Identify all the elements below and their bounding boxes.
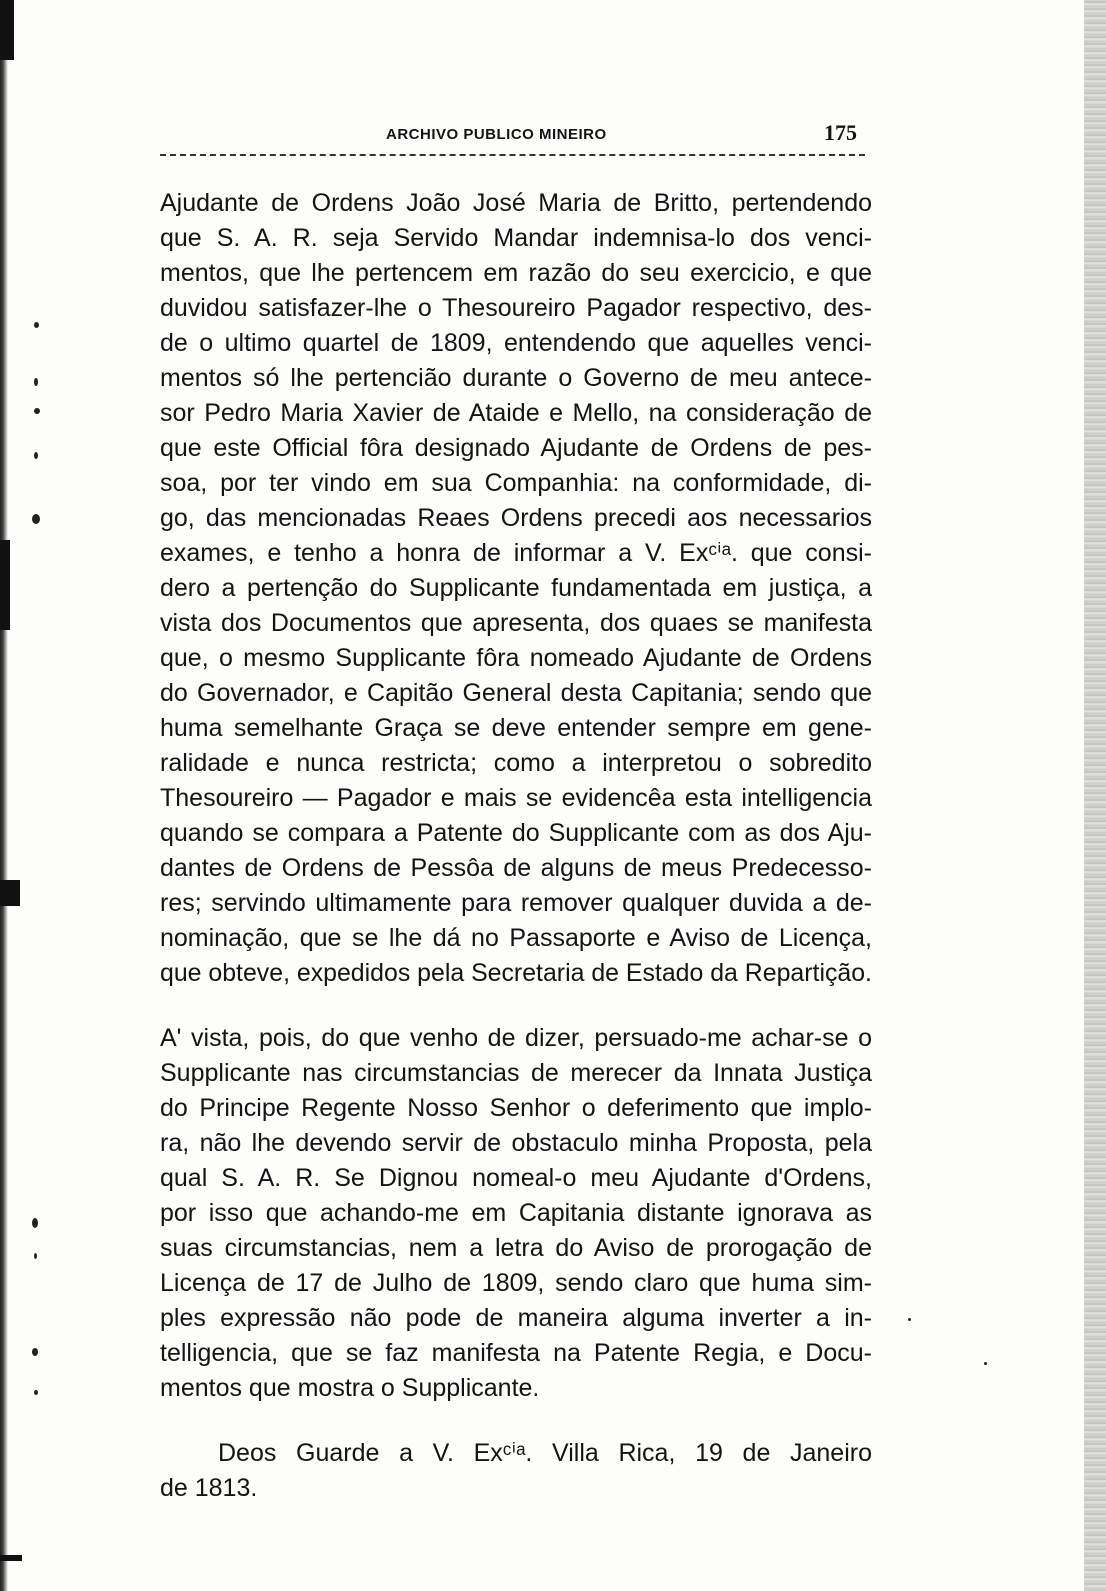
scan-speck — [34, 408, 40, 414]
paragraph-2 — [160, 1021, 872, 1406]
binding-mark — [0, 880, 20, 906]
text-line: go, das mencionadas Reaes Ordens precedi aos necessarios — [160, 504, 872, 532]
binding-mark — [0, 0, 14, 60]
scan-speck — [34, 378, 38, 386]
paragraph-gap — [160, 1406, 872, 1436]
text-line: Thesoureiro — Pagador e mais se evidencêa esta intelligencia — [160, 784, 872, 812]
header-rule — [160, 154, 865, 156]
text-line: huma semelhante Graça se deve entender sempre em gene- — [160, 714, 872, 742]
text-line: Licença de 17 de Julho de 1809, sendo claro que huma sim- — [160, 1269, 872, 1297]
text-line: soa, por ter vindo em sua Companhia: na conformidade, di- — [160, 469, 872, 497]
text-line: ralidade e nunca restricta; como a interpretou o sobredito — [160, 749, 872, 777]
text-line: por isso que achando-me em Capitania distante ignorava as — [160, 1199, 872, 1227]
scan-speck — [32, 1348, 38, 1356]
text-line: ples expressão não pode de maneira alguma inverter a in- — [160, 1304, 872, 1332]
text-line: Supplicante nas circumstancias de merecer da Innata Justiça — [160, 1059, 872, 1087]
text-line: dantes de Ordens de Pessôa de alguns de meus Predecesso- — [160, 854, 872, 882]
scan-speck — [908, 1318, 911, 1321]
text-line: suas circumstancias, nem a letra do Aviso de prorogação de — [160, 1234, 872, 1262]
text-line: que, o mesmo Supplicante fôra nomeado Ajudante de Ordens — [160, 644, 872, 672]
scan-speck — [34, 322, 39, 328]
scan-speck — [32, 514, 40, 524]
text-line: exames, e tenho a honra de informar a V. Exᶜⁱᵃ. que consi- — [160, 539, 872, 567]
text-line: A' vista, pois, do que venho de dizer, persuado-me achar-se o — [160, 1024, 872, 1052]
text-line: que este Official fôra designado Ajudante de Ordens de pes- — [160, 434, 872, 462]
text-line: Deos Guarde a V. Exᶜⁱᵃ. Villa Rica, 19 de Janeiro — [218, 1439, 872, 1467]
scan-speck — [34, 452, 38, 459]
text-line: ra, não lhe devendo servir de obstaculo minha Proposta, pela — [160, 1129, 872, 1157]
scan-speck — [34, 1390, 38, 1395]
text-line: mentos só lhe pertencião durante o Governo de meu antece- — [160, 364, 872, 392]
text-line: de 1813. — [160, 1474, 258, 1502]
running-header — [160, 120, 865, 156]
text-line: do Principe Regente Nosso Senhor o deferimento que implo- — [160, 1094, 872, 1122]
text-line: qual S. A. R. Se Dignou nomeal-o meu Ajudante d'Ordens, — [160, 1164, 872, 1192]
text-line: telligencia, que se faz manifesta na Patente Regia, e Docu- — [160, 1339, 872, 1367]
running-title: ARCHIVO PUBLICO MINEIRO — [386, 126, 607, 143]
scan-speck — [984, 1362, 987, 1365]
text-line: nominação, que se lhe dá no Passaporte e Aviso de Licença, — [160, 924, 872, 952]
text-line: dero a pertenção do Supplicante fundamentada em justiça, a — [160, 574, 872, 602]
paragraph-1 — [160, 186, 872, 991]
text-line: quando se compara a Patente do Supplicante com as dos Aju- — [160, 819, 872, 847]
page-number: 175 — [824, 120, 857, 145]
text-line: que S. A. R. seja Servido Mandar indemnisa-lo dos venci- — [160, 224, 872, 252]
text-line: que obteve, expedidos pela Secretaria de Estado da Repartição. — [160, 959, 872, 987]
text-line: mentos que mostra o Supplicante. — [160, 1374, 540, 1402]
text-line: res; servindo ultimamente para remover qualquer duvida a de- — [160, 889, 872, 917]
body-text — [160, 186, 872, 1506]
text-line: duvidou satisfazer-lhe o Thesoureiro Pagador respectivo, des- — [160, 294, 872, 322]
page-binding-edge — [0, 0, 8, 1591]
text-line: sor Pedro Maria Xavier de Ataide e Mello, na consideração de — [160, 399, 872, 427]
text-line: do Governador, e Capitão General desta Capitania; sendo que — [160, 679, 872, 707]
text-line: vista dos Documentos que apresenta, dos quaes se manifesta — [160, 609, 872, 637]
text-line: mentos, que lhe pertencem em razão do seu exercicio, e que — [160, 259, 872, 287]
scan-speck — [32, 1218, 38, 1228]
text-line: Ajudante de Ordens João José Maria de Britto, pertendendo — [160, 189, 872, 217]
binding-mark — [0, 1555, 22, 1561]
page-right-edge — [1084, 0, 1106, 1591]
binding-mark — [0, 540, 10, 630]
paragraph-gap — [160, 991, 872, 1021]
scan-speck — [34, 1253, 37, 1259]
text-line: de o ultimo quartel de 1809, entendendo que aquelles venci- — [160, 329, 872, 357]
closing-paragraph — [160, 1436, 872, 1506]
